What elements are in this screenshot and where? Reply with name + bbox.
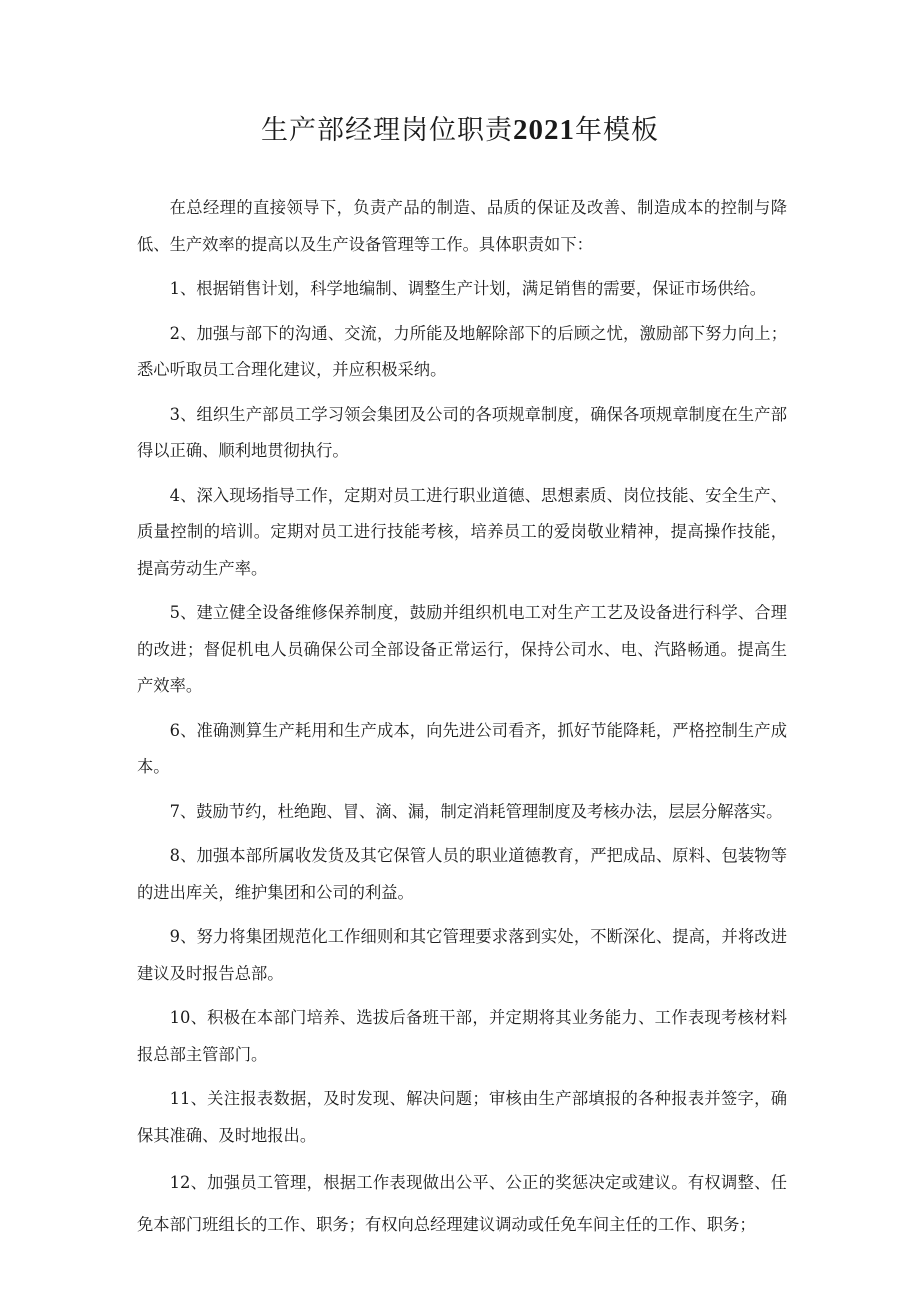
duty-item-12: 12、加强员工管理，根据工作表现做出公平、公正的奖惩决定或建议。有权调整、任免本部门班组长的工作、职务；有权向总经理建议调动或任免车间主任的工作、职务； [137, 1173, 787, 1234]
duty-item-11: 11、关注报表数据，及时发现、解决问题；审核由生产部填报的各种报表并签字，确保其准确、及时地报出。 [137, 1089, 787, 1145]
title-year: 2021 [513, 114, 575, 146]
duty-item-1: 1、根据销售计划，科学地编制、调整生产计划，满足销售的需要，保证市场供给。 [169, 279, 767, 298]
intro-paragraph: 在总经理的直接领导下，负责产品的制造、品质的保证及改善、制造成本的控制与降低、生产效率的提高以及生产设备管理等工作。具体职责如下： [137, 198, 787, 254]
duty-item-5: 5、建立健全设备维修保养制度，鼓励并组织机电工对生产工艺及设备进行科学、合理的改进；督促机电人员确保公司全部设备正常运行，保持公司水、电、汽路畅通。提高生产效率。 [137, 603, 787, 695]
duty-item-8: 8、加强本部所属收发货及其它保管人员的职业道德教育，严把成品、原料、包装物等的进出库关，维护集团和公司的利益。 [137, 846, 787, 902]
duty-item-2: 2、加强与部下的沟通、交流，力所能及地解除部下的后顾之忧，激励部下努力向上；悉心听取员工合理化建议，并应积极采纳。 [137, 323, 787, 379]
duty-item-6: 6、准确测算生产耗用和生产成本，向先进公司看齐，抓好节能降耗，严格控制生产成本。 [137, 720, 787, 776]
title-suffix: 年模板 [575, 115, 659, 146]
title-prefix: 生产部经理岗位职责 [261, 115, 513, 146]
document-title [0, 110, 920, 151]
duty-item-10: 10、积极在本部门培养、选拔后备班干部，并定期将其业务能力、工作表现考核材料报总部主管部门。 [137, 1008, 787, 1064]
duty-item-3: 3、组织生产部员工学习领会集团及公司的各项规章制度，确保各项规章制度在生产部得以正确、顺利地贯彻执行。 [137, 404, 787, 460]
duty-item-7: 7、鼓励节约，杜绝跑、冒、滴、漏，制定消耗管理制度及考核办法，层层分解落实。 [169, 801, 783, 821]
duty-item-4: 4、深入现场指导工作，定期对员工进行职业道德、思想素质、岗位技能、安全生产、质量控制的培训。定期对员工进行技能考核，培养员工的爱岗敬业精神，提高操作技能，提高劳动生产率。 [137, 485, 787, 578]
document-body [137, 190, 787, 1254]
duty-item-9: 9、努力将集团规范化工作细则和其它管理要求落到实处，不断深化、提高，并将改进建议及时报告总部。 [137, 927, 787, 983]
